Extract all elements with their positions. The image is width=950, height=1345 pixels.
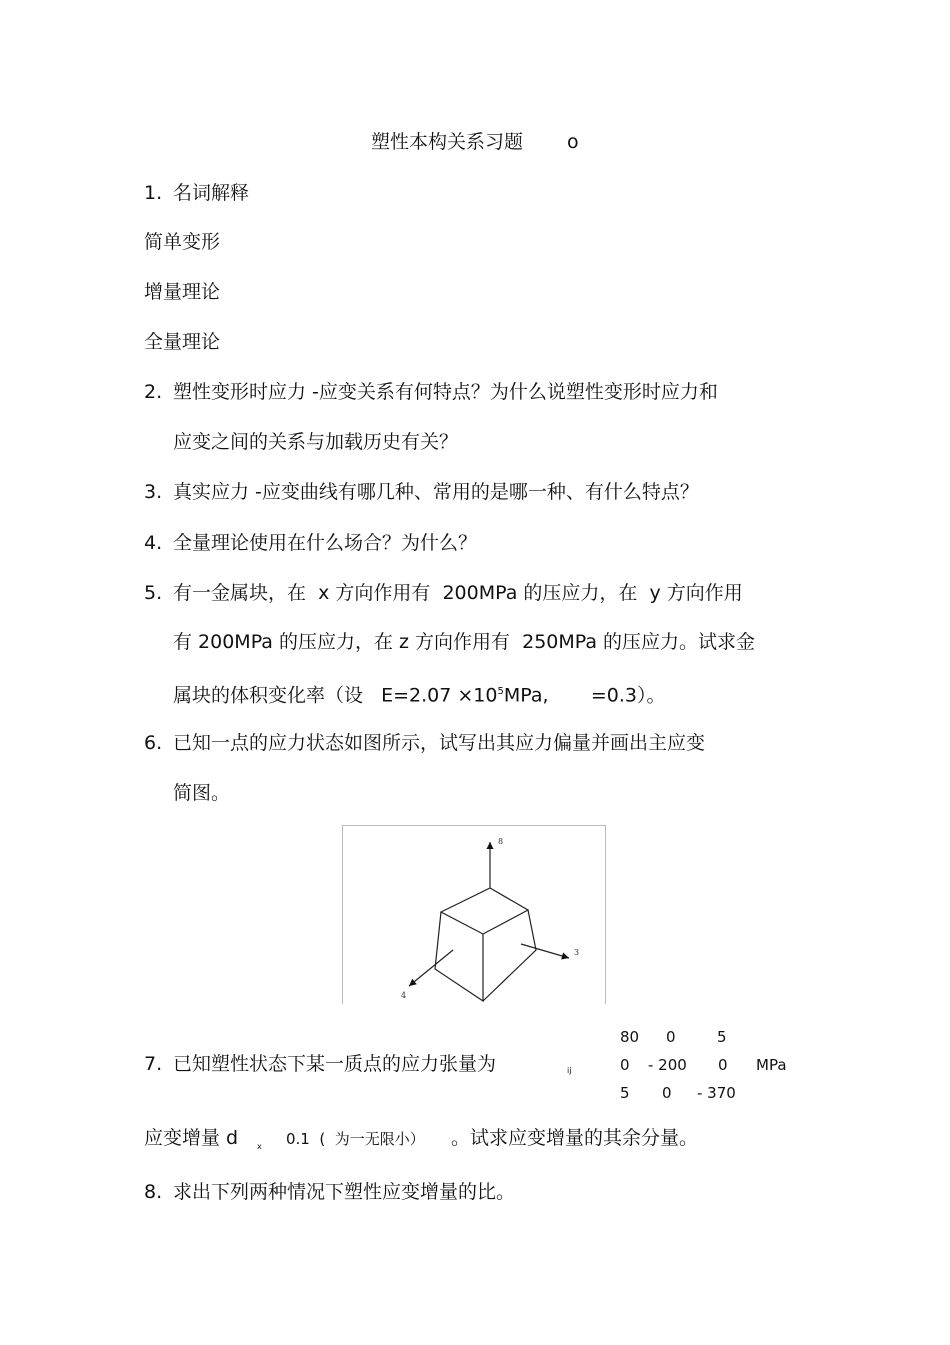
figure-label-top: 8 xyxy=(498,837,504,846)
figure-label-left: 4 xyxy=(401,991,407,1000)
matrix-cell-1-1: 80 xyxy=(620,1028,640,1046)
q7-continuation-subscript: x xyxy=(257,1142,262,1151)
q7-number: 7. xyxy=(144,1053,163,1075)
q5-line-2: 有 200MPa 的压应力，在 z 方向作用有 250MPa 的压应力。试求金 xyxy=(173,631,756,653)
matrix-unit: MPa xyxy=(756,1056,787,1074)
q2-line-1: 塑性变形时应力 -应变关系有何特点？为什么说塑性变形时应力和 xyxy=(173,381,718,403)
q3-text: 真实应力 -应变曲线有哪几种、常用的是哪一种、有什么特点？ xyxy=(173,481,699,503)
q2-number: 2. xyxy=(144,381,163,403)
q1-term-3: 全量理论 xyxy=(144,331,221,353)
q1-number: 1. xyxy=(144,182,163,204)
q5-line-3 xyxy=(173,680,665,707)
matrix-cell-3-1: 5 xyxy=(620,1084,630,1102)
q6-number: 6. xyxy=(144,732,163,754)
q1-term-1: 简单变形 xyxy=(144,231,221,253)
q7-text: 已知塑性状态下某一质点的应力张量为 xyxy=(173,1053,497,1075)
q3-number: 3. xyxy=(144,481,163,503)
matrix-cell-1-2: 0 xyxy=(666,1028,676,1046)
matrix-cell-3-2: 0 xyxy=(662,1084,672,1102)
cube-left-edges xyxy=(435,912,483,1001)
q5-exponent: 5 xyxy=(497,686,504,697)
matrix-cell-2-3: 0 xyxy=(718,1056,728,1074)
page-title: 塑性本构关系习题 xyxy=(371,131,524,153)
q2-line-2: 应变之间的关系与加载历史有关？ xyxy=(173,431,459,453)
q4-text: 全量理论使用在什么场合？为什么？ xyxy=(173,532,478,554)
q6-line-1: 已知一点的应力状态如图所示，试写出其应力偏量并画出主应变 xyxy=(173,732,706,754)
q8-number: 8. xyxy=(144,1181,163,1203)
cube-diagram xyxy=(343,826,605,1004)
q6-line-2: 简图。 xyxy=(173,782,231,804)
q5-line-3a: 属块的体积变化率（设 E=2.07 ×10 xyxy=(173,684,498,707)
right-arrow xyxy=(521,944,569,958)
q4-number: 4. xyxy=(144,532,163,554)
matrix-cell-1-3: 5 xyxy=(717,1028,727,1046)
page-title-suffix: o xyxy=(567,131,579,153)
q7-subscript: ij xyxy=(567,1066,572,1075)
matrix-cell-3-3: - 370 xyxy=(697,1084,736,1102)
q5-line-1: 有一金属块，在 x 方向作用有 200MPa 的压应力，在 y 方向作用 xyxy=(173,582,743,604)
q8-text: 求出下列两种情况下塑性应变增量的比。 xyxy=(173,1181,516,1203)
cube-right-edges xyxy=(483,910,536,1001)
matrix-cell-2-2: - 200 xyxy=(648,1056,687,1074)
matrix-cell-2-1: 0 xyxy=(620,1056,630,1074)
q5-number: 5. xyxy=(144,582,163,604)
left-arrow xyxy=(409,950,453,986)
q7-continuation-b: 0.1 ( 为一无限小） xyxy=(286,1130,425,1148)
q7-continuation-a: 应变增量 d xyxy=(144,1127,239,1149)
cube-top-face xyxy=(441,888,528,934)
q5-line-3b: MPa, =0.3）。 xyxy=(503,684,666,707)
q7-continuation-c: 。试求应变增量的其余分量。 xyxy=(451,1127,699,1149)
q1-text: 名词解释 xyxy=(173,182,250,204)
stress-state-figure xyxy=(342,825,606,1004)
q1-term-2: 增量理论 xyxy=(144,281,221,303)
figure-label-right: 3 xyxy=(574,948,580,957)
